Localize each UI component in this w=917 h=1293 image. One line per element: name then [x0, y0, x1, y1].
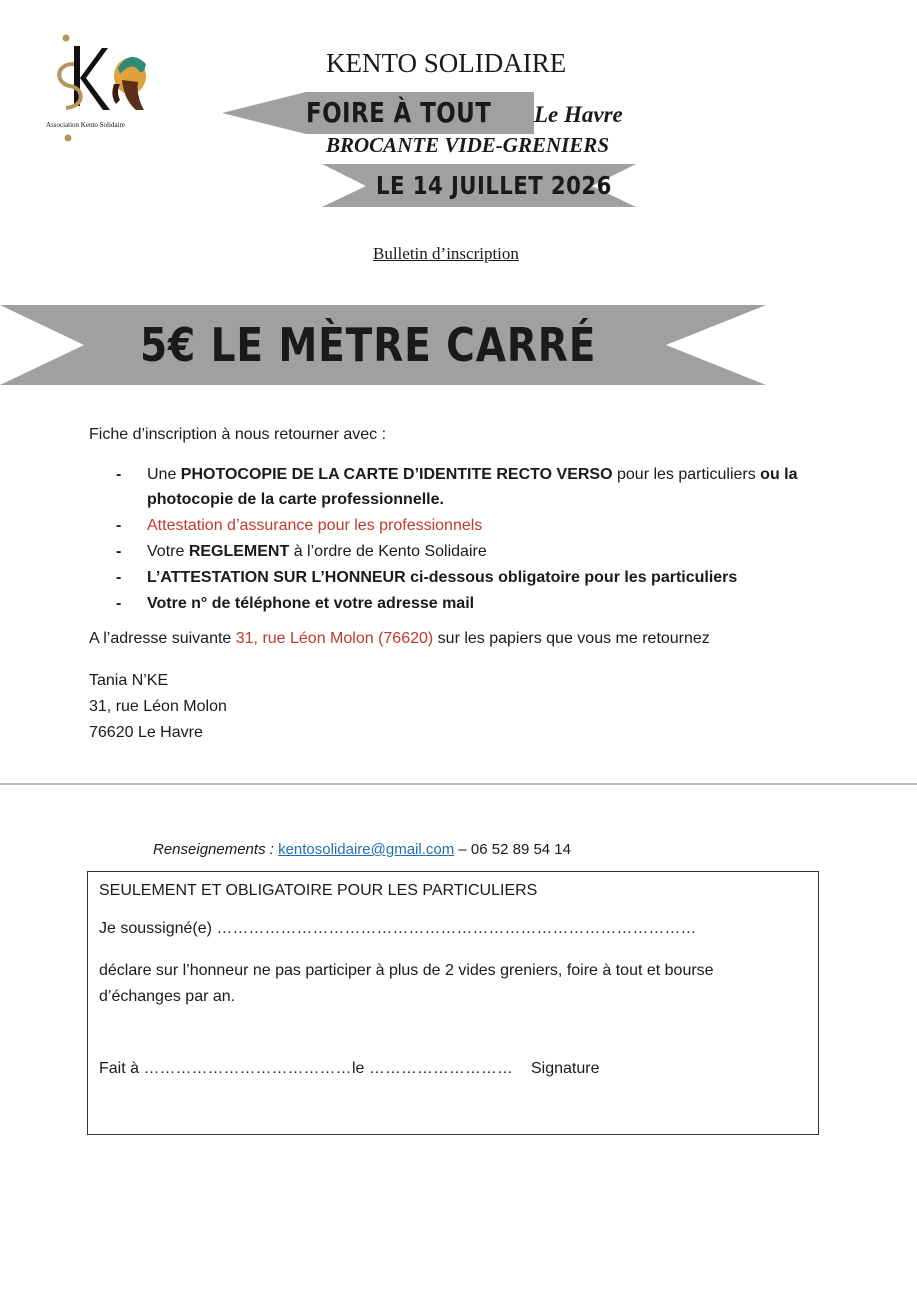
bulletin-heading: Bulletin d’inscription [373, 244, 519, 263]
contact-phone: – 06 52 89 54 14 [454, 841, 571, 858]
item-bold: Votre n° de téléphone et votre adresse mail [147, 595, 475, 612]
list-item [116, 462, 836, 512]
address-city: 76620 Le Havre [89, 724, 203, 741]
address-instruction [89, 630, 710, 648]
item-text: à l’ordre de Kento Solidaire [289, 543, 487, 560]
email-link[interactable]: kentosolidaire@gmail.com [278, 841, 455, 858]
bullet-dash: - [116, 595, 122, 612]
date-field[interactable]: le ……………………… [352, 1060, 513, 1077]
requirements-list [116, 462, 836, 617]
city-label: Le Havre [534, 102, 623, 127]
item-text: Votre [147, 543, 189, 560]
bullet-dash: - [116, 466, 122, 483]
foire-title: FOIRE À TOUT [306, 96, 492, 129]
contact-label: Renseignements : [153, 841, 274, 858]
list-item [116, 513, 836, 538]
price-title: 5€ LE MÈTRE CARRÉ [140, 318, 597, 372]
item-text: Une [147, 466, 181, 483]
item-text: pour les particuliers [612, 466, 761, 483]
bullet-dash: - [116, 543, 122, 560]
event-subtitle: BROCANTE VIDE-GRENIERS [326, 133, 609, 157]
item-bold: ou la photocopie de la carte professionnelle. [147, 466, 798, 508]
event-date: LE 14 JUILLET 2026 [376, 171, 612, 200]
page-divider [0, 783, 917, 785]
address-name: Tania N’KE [89, 672, 169, 689]
address-instruction-addr: 31, rue Léon Molon (76620) [235, 630, 434, 647]
address-street: 31, rue Léon Molon [89, 698, 227, 715]
bullet-dash: - [116, 569, 122, 586]
mailing-address [89, 668, 227, 746]
bullet-dash: - [116, 517, 122, 534]
declaration-text: déclare sur l’honneur ne pas participer à plus de 2 vides greniers, foire à tout et bourse d’échanges par an. [99, 962, 714, 1005]
org-title: KENTO SOLIDAIRE [326, 48, 567, 78]
address-instruction-pre: A l’adresse suivante [89, 630, 236, 647]
item-text: Attestation d’assurance pour les professionnels [147, 517, 483, 534]
fait-a-field[interactable]: Fait à ………………………………… [99, 1060, 352, 1077]
item-bold: L’ATTESTATION SUR L’HONNEUR ci-dessous obligatoire pour les particuliers [147, 569, 738, 586]
soussigne-field[interactable]: Je soussigné(e) ……………………………………………………………………………… [99, 920, 697, 937]
signature-field[interactable]: Signature [531, 1060, 600, 1077]
contact-line [153, 841, 571, 858]
kento-logo [40, 34, 180, 146]
attestation-title: SEULEMENT ET OBLIGATOIRE POUR LES PARTICULIERS [99, 882, 538, 899]
list-item [116, 591, 836, 616]
item-bold: PHOTOCOPIE DE LA CARTE D’IDENTITE RECTO VERSO [180, 466, 613, 483]
logo-caption: Association Kento Solidaire [46, 121, 125, 129]
item-bold: REGLEMENT [188, 543, 290, 560]
address-instruction-post: sur les papiers que vous me retournez [433, 630, 710, 647]
intro-text: Fiche d’inscription à nous retourner avec : [89, 426, 387, 443]
list-item [116, 565, 836, 590]
list-item [116, 539, 836, 564]
